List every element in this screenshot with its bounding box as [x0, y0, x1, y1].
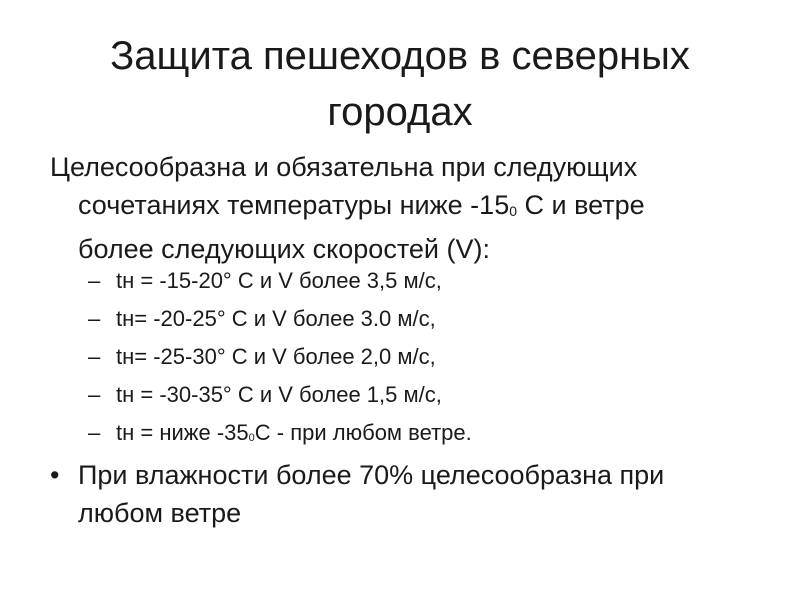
dash-marker: – — [88, 382, 101, 407]
condition-item-last — [88, 414, 472, 457]
condition-text: tн = ниже -35 — [116, 420, 249, 445]
condition-item — [88, 338, 472, 376]
intro-line-2 — [50, 186, 750, 230]
dash-marker: – — [88, 306, 101, 331]
humidity-bullet — [50, 456, 770, 532]
title-line-2: городах — [327, 90, 473, 134]
condition-text: tн= -25-30° С и V более 2,0 м/с, — [116, 344, 436, 369]
condition-text: tн = -30-35° С и V более 1,5 м/с, — [116, 382, 442, 407]
humidity-line-2: любом ветре — [78, 498, 242, 528]
degree-subscript: 0 — [248, 432, 255, 444]
condition-text: tн= -20-25° С и V более 3.0 м/с, — [116, 306, 436, 331]
condition-text-tail: С - при любом ветре. — [254, 420, 472, 445]
condition-item — [88, 300, 472, 338]
bullet-marker: • — [50, 460, 60, 490]
condition-item — [88, 376, 472, 414]
slide-title — [40, 28, 760, 140]
intro-line-1: Целесообразна и обязательна при следующих — [50, 152, 638, 182]
title-line-1: Защита пешеходов в северных — [110, 34, 690, 78]
dash-marker: – — [88, 420, 101, 445]
intro-line-3: более следующих скоростей (V): — [78, 234, 490, 264]
intro-line-2-tail: С и ветре — [517, 190, 645, 220]
condition-text: tн = -15-20° С и V более 3,5 м/с, — [116, 268, 442, 293]
dash-marker: – — [88, 344, 101, 369]
dash-marker: – — [88, 268, 101, 293]
condition-item — [88, 262, 472, 300]
intro-line-2-text: сочетаниях температуры ниже -15 — [78, 190, 510, 220]
humidity-line-1: При влажности более 70% целесообразна при — [78, 460, 665, 490]
conditions-list — [88, 262, 472, 457]
intro-paragraph — [50, 148, 750, 268]
degree-subscript: 0 — [509, 203, 518, 219]
